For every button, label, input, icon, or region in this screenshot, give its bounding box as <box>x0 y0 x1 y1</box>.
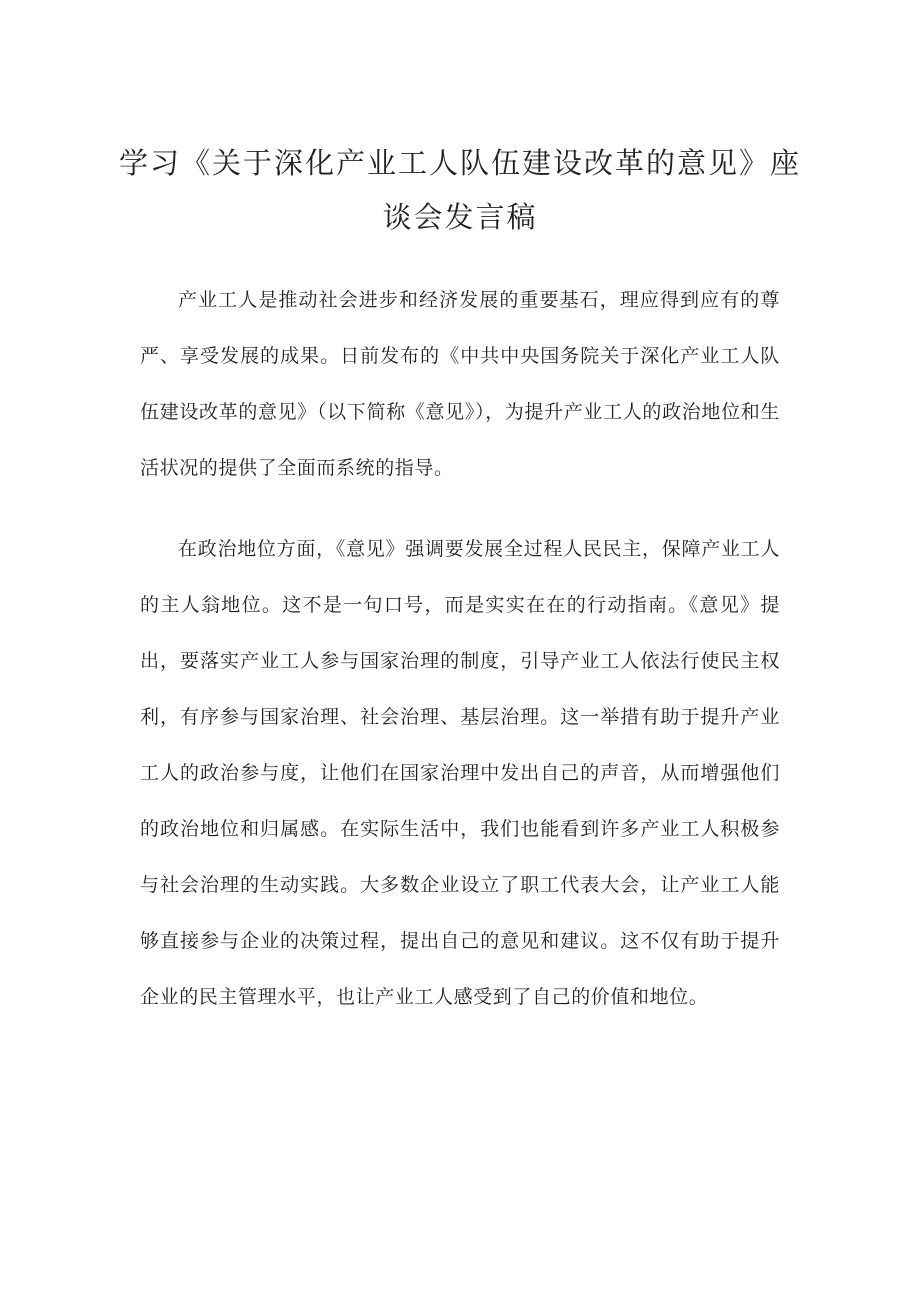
body-paragraph-1: 产业工人是推动社会进步和经济发展的重要基石，理应得到应有的尊严、享受发展的成果。日前发布的《中共中央国务院关于深化产业工人队伍建设改革的意见》（以下简称《意见》），为提升产业工人的政治地位和生活状况的提供了全面而系统的指导。 <box>140 289 780 479</box>
title-line-2: 谈会发言稿 <box>382 200 538 234</box>
body-paragraph-2: 在政治地位方面，《意见》强调要发展全过程人民民主，保障产业工人的主人翁地位。这不是一句口号，而是实实在在的行动指南。《意见》提出，要落实产业工人参与国家治理的制度，引导产业工人依法行使民主权利，有序参与国家治理、社会治理、基层治理。这一举措有助于提升产业工人的政治参与度，让他们在国家治理中发出自己的声音，从而增强他们的政治地位和归属感。在实际生活中，我们也能看到许多产业工人积极参与社会治理的生动实践。大多数企业设立了职工代表大会，让产业工人能够直接参与企业的决策过程，提出自己的意见和建议。这不仅有助于提升企业的民主管理水平，也让产业工人感受到了自己的价值和地位。 <box>140 538 780 1008</box>
title-line-1: 学习《关于深化产业工人队伍建设改革的意见》座 <box>118 146 801 180</box>
document-title <box>0 136 920 244</box>
